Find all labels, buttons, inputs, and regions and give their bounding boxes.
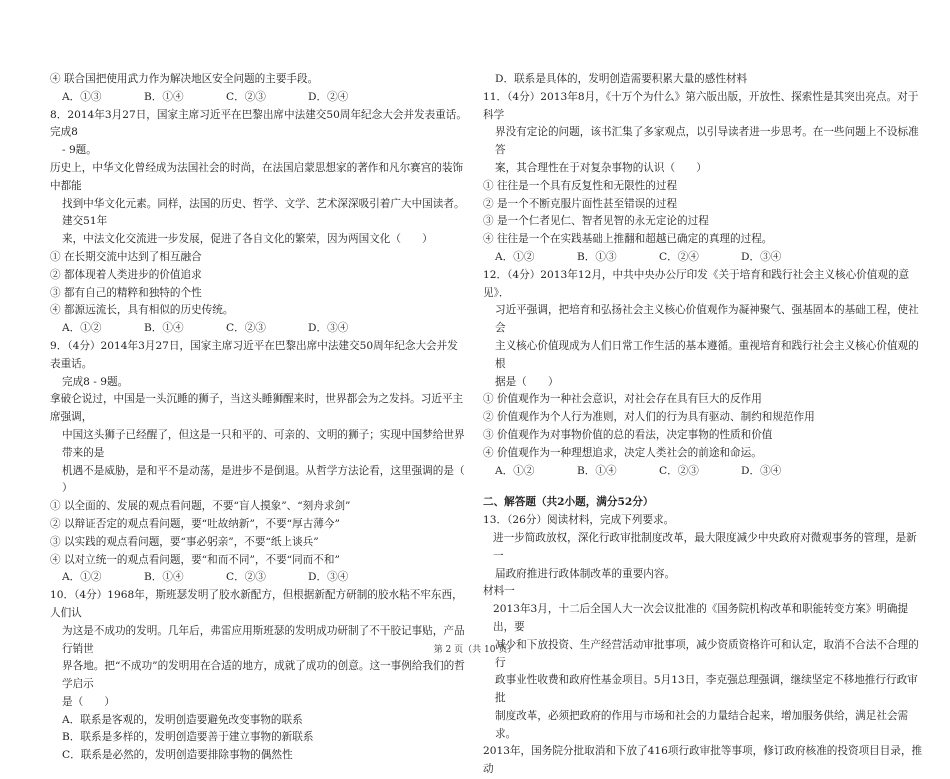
text-line: 界没有定论的问题，该书汇集了多家观点，以引导读者进一步思考。在一些问题上不设标准答 <box>495 126 919 157</box>
text-line: 案，其合理性在于对复杂事物的认识（ ） <box>495 161 707 174</box>
text-line: 找到中华文化元素。同样，法国的历史、哲学、文学、艺术深深吸引着广大中国读者。建交51年 <box>62 197 465 228</box>
answer-option: D．③④ <box>741 464 782 477</box>
answer-option: D．③④ <box>308 571 349 584</box>
text-line: ② 以辩证否定的观点看问题，要“吐故纳新”，不要“厚古薄今” <box>50 517 340 530</box>
text-line: ④ 都源远流长，具有相似的历史传统。 <box>50 304 234 317</box>
answer-choice: B．联系是多样的，发明创造要善于建立事物的新联系 <box>62 731 314 744</box>
text-line: 13．（26分）阅读材料，完成下列要求。 <box>483 514 675 527</box>
answer-option: D．③④ <box>308 322 349 335</box>
text-line: 8．2014年3月27日，国家主席习近平在巴黎出席中法建交50周年纪念大会并发表重话。完成8 <box>50 108 467 139</box>
answer-option: A．①③ <box>62 90 102 103</box>
answer-option: B．①④ <box>577 464 617 477</box>
text-line: ① 价值观作为一种社会意识，对社会存在具有巨大的反作用 <box>483 393 762 406</box>
text-line: 机遇不是威胁，是和平不是动荡，是进步不是倒退。从哲学方法论看，这里强调的是（ ） <box>62 464 486 495</box>
answer-option: A．①② <box>62 571 102 584</box>
text-line: ② 是一个不断克服片面性甚至错误的过程 <box>483 197 678 210</box>
text-line: ① 往往是一个具有反复性和无限性的过程 <box>483 179 678 192</box>
text-line: 减少和下放投资、生产经营活动审批事项，减少资质资格许可和认定，取消不合法不合理的行 <box>495 638 919 669</box>
answer-option: B．①④ <box>144 322 184 335</box>
text-line: 12．（4分）2013年12月，中共中央办公厅印发《关于培育和践行社会主义核心价值观的意见》． <box>483 268 910 299</box>
text-line: 10．（4分）1968年，斯班瑟发明了胶水新配方，但根据新配方研制的胶水粘不牢东西，人们认 <box>50 589 463 619</box>
answer-options-row <box>483 249 923 267</box>
text-line: ② 价值观作为个人行为准则，对人们的行为具有驱动、制约和规范作用 <box>483 411 815 424</box>
page-footer: 第 2 页（共 10 页） <box>433 645 517 655</box>
text-line: 材料一 <box>483 585 515 598</box>
answer-choice: D．联系是具体的，发明创造需要积累大量的感性材料 <box>495 73 748 85</box>
answer-option: C．②④ <box>659 250 699 263</box>
answer-option: C．②③ <box>659 464 699 477</box>
answer-options-row <box>50 89 468 107</box>
answer-option: A．①② <box>495 464 535 477</box>
text-line: ④ 以对立统一的观点看问题，要“和而不同”，不要“同而不和” <box>50 553 340 566</box>
answer-options-row <box>483 463 923 481</box>
text-line: 9．（4分）2014年3月27日，国家主席习近平在巴黎出席中法建交50周年纪念大会并发表重话。 <box>50 339 458 370</box>
text-line: 是（ ） <box>62 695 115 708</box>
text-line: ③ 都有自己的精粹和独特的个性 <box>50 286 202 299</box>
answer-option: A．①② <box>495 250 535 263</box>
text-line: 2013年，国务院分批取消和下放了416项行政审批等事项，修订政府核准的投资项目目录，推动 <box>483 745 923 776</box>
answer-option: D．③④ <box>741 250 782 263</box>
answer-choice: C．联系是必然的，发明创造要排除事物的偶然性 <box>62 749 293 762</box>
section-heading: 二、解答题（共2小题，满分52分） <box>483 496 654 509</box>
text-line: ① 在长期交流中达到了相互融合 <box>50 250 202 263</box>
text-line: - 9题。 <box>62 144 97 157</box>
text-line: 中国这头狮子已经醒了，但这是一只和平的、可亲的、文明的狮子；实现中国梦给世界带来的是 <box>62 428 465 459</box>
text-line: ④ 价值观作为一种理想追求，决定人类社会的前途和命运。 <box>483 446 762 459</box>
text-line: 进一步简政放权，深化行政审批制度改革，最大限度减少中央政府对微观事务的管理，是新一 <box>493 531 917 562</box>
text-line: ④ 联合国把使用武力作为解决地区安全问题的主要手段。 <box>50 73 319 85</box>
text-line: ③ 价值观作为对事物价值的总的看法，决定事物的性质和价值 <box>483 428 773 441</box>
text-line: 拿破仑说过，中国是一头沉睡的狮子，当这头睡狮醒来时，世界都会为之发抖。习近平主席强调， <box>50 393 464 424</box>
text-line: 来，中法文化交流进一步发展，促进了各自文化的繁荣，因为两国文化（ ） <box>62 233 433 246</box>
answer-option: D．②④ <box>308 90 349 103</box>
answer-option: C．②③ <box>226 571 266 584</box>
text-line: 历史上，中华文化曾经成为法国社会的时尚，在法国启蒙思想家的著作和凡尔赛宫的装饰中都能 <box>50 161 464 192</box>
right-column <box>483 71 923 779</box>
answer-choice: A．联系是客观的，发明创造要避免改变事物的联系 <box>62 713 303 726</box>
answer-option: C．②③ <box>226 322 266 335</box>
text-line: 为这是不成功的发明。几年后，弗雷应用斯班瑟的发明成功研制了不干胶记事贴，产品行销世 <box>62 624 465 655</box>
text-line: ③ 是一个仁者见仁、智者见智的永无定论的过程 <box>483 215 709 228</box>
text-line: 据是（ ） <box>495 375 559 388</box>
text-line: 11．（4分）2013年8月，《十万个为什么》第六版出版，开放性、探索性是其突出亮点。对于科学 <box>483 90 919 121</box>
text-line: ③ 以实践的观点看问题，要“事必躬亲”，不要“纸上谈兵” <box>50 535 319 548</box>
answer-options-row <box>50 569 468 587</box>
text-line: ④ 往往是一个在实践基础上推翻和超越已确定的真理的过程。 <box>483 233 773 246</box>
answer-option: B．①④ <box>144 90 184 103</box>
text-line: 习近平强调，把培育和弘扬社会主义核心价值观作为凝神聚气、强基固本的基础工程，使社会 <box>495 304 919 335</box>
text-line: 2013年3月，十二后全国人大一次会议批准的《国务院机构改革和职能转变方案》明确提出，要 <box>493 603 909 633</box>
text-line: ① 以全面的、发展的观点看问题，不要“盲人摸象”、“刻舟求剑” <box>50 500 351 513</box>
text-line: 政事业性收费和政府性基金项目。5月13日，李克强总理强调，继续坚定不移地推行行政审批 <box>495 674 918 705</box>
answer-options-row <box>50 320 468 338</box>
text-line: 主义核心价值现成为人们日常工作生活的基本遵循。重视培育和践行社会主义核心价值观的根 <box>495 339 919 370</box>
answer-option: B．①④ <box>144 571 184 584</box>
text-line: 界各地。把“不成功”的发明用在合适的地方，成就了成功的创意。这一事例给我们的哲学启示 <box>62 660 465 691</box>
text-line: ② 都体现着人类进步的价值追求 <box>50 268 202 281</box>
text-line: 制度改革，必须把政府的作用与市场和社会的力量结合起来，增加服务供给，满足社会需求。 <box>495 709 909 740</box>
answer-option: C．②③ <box>226 90 266 103</box>
text-line: 完成8 - 9题。 <box>62 375 129 388</box>
answer-option: A．①② <box>62 322 102 335</box>
text-line: 届政府推进行政体制改革的重要内容。 <box>495 567 676 580</box>
answer-option: B．①③ <box>577 250 617 263</box>
